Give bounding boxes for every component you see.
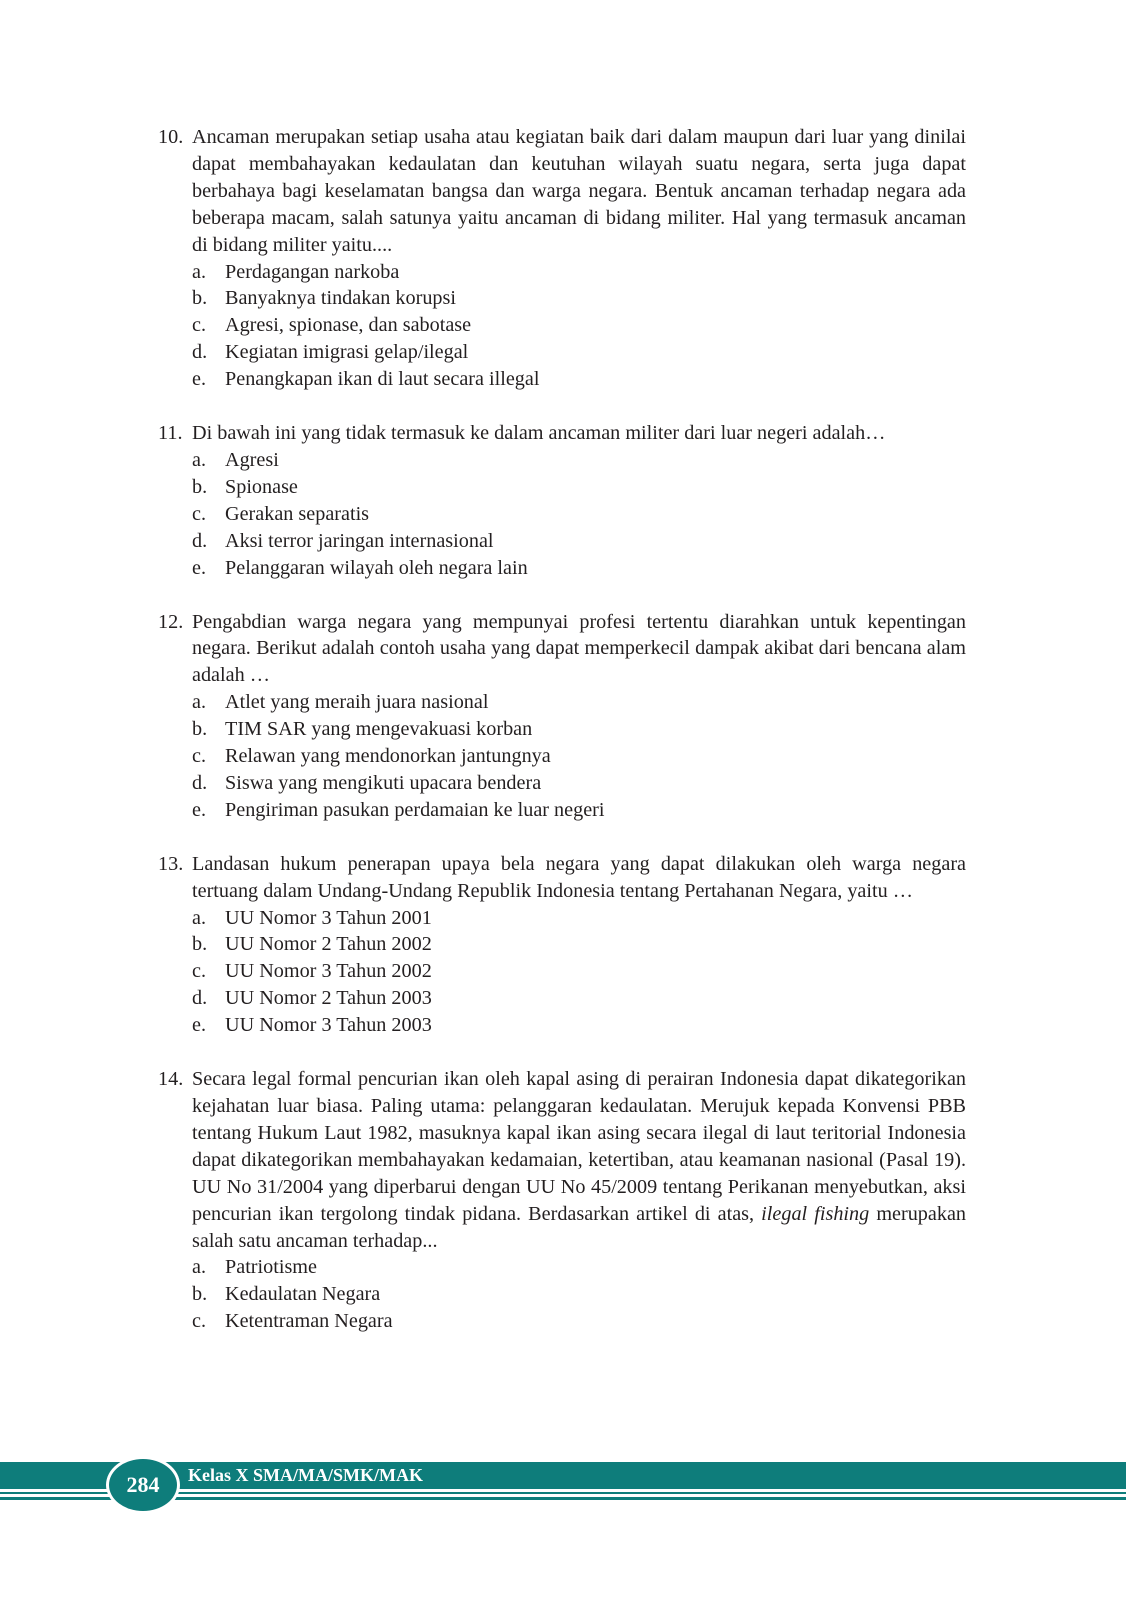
question-body-start: Secara legal formal pencurian ikan oleh kapal asing di perairan Indonesia dapat dikategorikan kejahatan luar biasa. Paling utama: pelanggaran kedaulatan. Merujuk kepada Konvensi PBB tentang Hukum Laut 1982, masuknya kapal ikan asing secara ilegal di laut teritorial Indonesia dapat dikategorikan membahayakan kedamaian, ketertiban, atau keamanan nasional (Pasal 19). UU No 31/2004 yang diperbarui dengan UU No 45/2009 tentang Perikanan menyebutkan, aksi pencurian ikan tergolong tindak pidana. Berdasarkan artikel di atas, [192,1068,966,1225]
option-list [158,689,966,824]
option-letter: b. [192,475,208,498]
option-text: Patriotisme [225,1256,317,1279]
option-letter: b. [192,1283,208,1306]
option-list [158,447,966,582]
option-text: Spionase [225,475,298,498]
option-text: Banyaknya tindakan korupsi [225,287,456,310]
question-12 [158,609,966,824]
option-letter: e. [192,1014,207,1037]
book-title: Kelas X SMA/MA/SMK/MAK [188,1465,423,1485]
option-letter: a. [192,448,207,471]
option-text: Kedaulatan Negara [225,1283,381,1306]
option-text: UU Nomor 2 Tahun 2003 [225,987,432,1010]
option-item [158,447,966,474]
option-text: Perdagangan narkoba [225,260,400,283]
question-text [158,609,966,690]
option-text: Gerakan separatis [225,502,370,525]
option-letter: a. [192,1256,207,1279]
question-body: Pengabdian warga negara yang mempunyai profesi tertentu diarahkan untuk kepentingan negara. Berikut adalah contoh usaha yang dapat memperkecil dampak akibat dari bencana alam adalah … [192,610,966,687]
option-letter: d. [192,987,208,1010]
question-14 [158,1066,966,1335]
question-list [158,124,966,1362]
question-body: Landasan hukum penerapan upaya bela negara yang dapat dilakukan oleh warga negara tertuang dalam Undang-Undang Republik Indonesia tentang Pertahanan Negara, yaitu … [192,852,966,902]
question-number: 13. [158,852,184,875]
option-text: Atlet yang meraih juara nasional [225,691,489,714]
option-item [158,501,966,528]
option-item [158,339,966,366]
option-item [158,743,966,770]
option-text: TIM SAR yang mengevakuasi korban [225,718,533,741]
option-item [158,985,966,1012]
page-number-badge [106,1456,180,1514]
option-letter: b. [192,718,208,741]
option-item [158,1308,966,1335]
option-letter: c. [192,502,207,525]
question-text [158,1066,966,1254]
option-letter: e. [192,556,207,579]
question-number: 10. [158,126,184,148]
question-body: Ancaman merupakan setiap usaha atau kegiatan baik dari dalam maupun dari luar yang dinilai dapat membahayakan kedaulatan dan keutuhan wilayah suatu negara, serta juga dapat berbahaya bagi keselamatan bangsa dan warga negara. Bentuk ancaman terhadap negara ada beberapa macam, salah satunya yaitu ancaman di bidang militer. Hal yang termasuk ancaman di bidang militer yaitu.... [192,126,966,256]
option-item [158,1254,966,1281]
option-letter: a. [192,691,207,714]
option-text: Siswa yang mengikuti upacara bendera [225,771,542,794]
option-item [158,689,966,716]
option-letter: a. [192,906,207,929]
option-item [158,797,966,824]
option-text: UU Nomor 3 Tahun 2001 [225,906,432,929]
option-item [158,259,966,286]
option-letter: d. [192,529,208,552]
option-text: UU Nomor 3 Tahun 2002 [225,960,432,983]
question-body [192,1068,966,1251]
question-11 [158,420,966,581]
option-text: Relawan yang mendonorkan jantungnya [225,745,551,768]
option-letter: d. [192,771,208,794]
question-number: 11. [158,422,183,445]
option-item [158,528,966,555]
option-item [158,1012,966,1039]
option-item [158,312,966,339]
question-10 [158,124,966,393]
option-item [158,285,966,312]
option-letter: c. [192,960,207,983]
option-item [158,1281,966,1308]
option-text: Kegiatan imigrasi gelap/ilegal [225,341,469,364]
option-letter: e. [192,798,207,821]
option-letter: c. [192,314,207,337]
question-text [158,851,966,905]
option-item [158,958,966,985]
question-text [158,124,966,259]
question-body-italic: ilegal fishing [761,1202,870,1225]
option-text: Penangkapan ikan di laut secara illegal [225,368,540,391]
question-number: 12. [158,610,184,633]
option-text: Pelanggaran wilayah oleh negara lain [225,556,528,579]
option-letter: c. [192,745,207,768]
page-number: 284 [126,1472,160,1497]
option-item [158,716,966,743]
option-letter: a. [192,260,207,283]
option-text: Ketentraman Negara [225,1310,393,1333]
option-letter: d. [192,341,208,364]
option-text: Pengiriman pasukan perdamaian ke luar negeri [225,798,605,821]
option-letter: c. [192,1310,207,1333]
option-item [158,555,966,582]
option-item [158,474,966,501]
option-text: UU Nomor 3 Tahun 2003 [225,1014,432,1037]
option-list [158,1254,966,1335]
option-text: Aksi terror jaringan internasional [225,529,494,552]
page-footer [0,1456,1126,1536]
question-number: 14. [158,1068,184,1091]
option-item [158,905,966,932]
question-body: Di bawah ini yang tidak termasuk ke dalam ancaman militer dari luar negeri adalah… [192,422,886,445]
question-body-end: merupakan salah satu ancaman terhadap... [192,1202,967,1252]
option-text: Agresi, spionase, dan sabotase [225,314,472,337]
option-letter: b. [192,287,208,310]
question-13 [158,851,966,1039]
option-item [158,770,966,797]
question-text [158,420,966,447]
option-text: UU Nomor 2 Tahun 2002 [225,933,432,956]
option-item [158,931,966,958]
option-text: Agresi [225,448,279,471]
option-list [158,259,966,394]
option-letter: e. [192,368,207,391]
option-letter: b. [192,933,208,956]
option-item [158,366,966,393]
option-list [158,905,966,1040]
